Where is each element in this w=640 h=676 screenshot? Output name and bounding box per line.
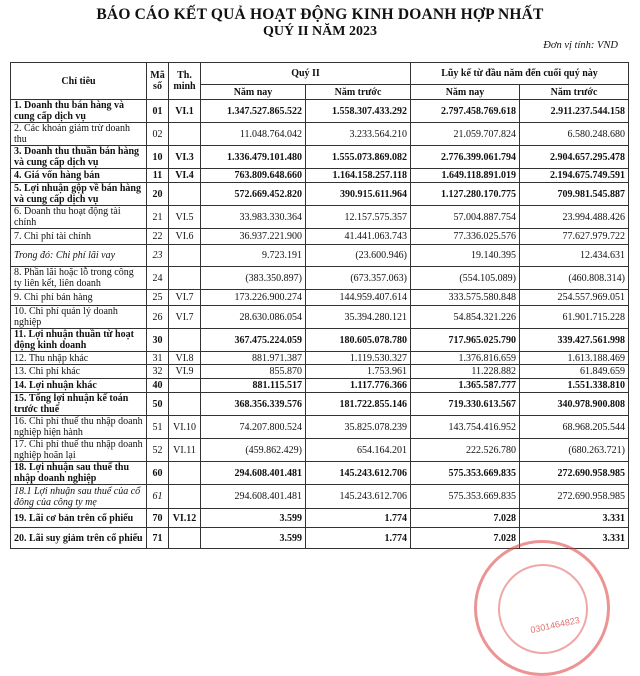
- row-ytd-current: 222.526.780: [411, 439, 520, 462]
- row-quarter-current: 572.669.452.820: [201, 183, 306, 206]
- row-quarter-previous: 1.164.158.257.118: [306, 169, 411, 183]
- row-ytd-current: 21.059.707.824: [411, 123, 520, 146]
- row-label: 17. Chi phí thuế thu nhập doanh nghiệp hoãn lại: [11, 439, 147, 462]
- row-ytd-current: 575.353.669.835: [411, 462, 520, 485]
- row-quarter-previous: 654.164.201: [306, 439, 411, 462]
- row-label: 8. Phần lãi hoặc lỗ trong công ty liên kết, liên doanh: [11, 267, 147, 290]
- row-code: 50: [147, 393, 169, 416]
- row-code: 71: [147, 528, 169, 549]
- row-note: VI.7: [169, 290, 201, 306]
- row-ytd-previous: 272.690.958.985: [520, 485, 629, 509]
- row-label: 7. Chi phí tài chính: [11, 229, 147, 245]
- table-body: [11, 100, 629, 549]
- row-quarter-previous: 181.722.855.146: [306, 393, 411, 416]
- row-note: [169, 462, 201, 485]
- row-ytd-previous: 1.613.188.469: [520, 352, 629, 365]
- row-ytd-previous: (680.263.721): [520, 439, 629, 462]
- row-quarter-current: 881.971.387: [201, 352, 306, 365]
- row-note: VI.6: [169, 229, 201, 245]
- row-ytd-current: 54.854.321.226: [411, 306, 520, 329]
- row-label: 14. Lợi nhuận khác: [11, 379, 147, 393]
- table-row: [11, 439, 629, 462]
- row-label: 13. Chi phí khác: [11, 365, 147, 379]
- row-code: 26: [147, 306, 169, 329]
- row-quarter-current: 294.608.401.481: [201, 485, 306, 509]
- row-quarter-previous: 145.243.612.706: [306, 485, 411, 509]
- row-ytd-current: 7.028: [411, 528, 520, 549]
- row-label: 2. Các khoản giảm trừ doanh thu: [11, 123, 147, 146]
- row-quarter-previous: 1.119.530.327: [306, 352, 411, 365]
- table-row: [11, 229, 629, 245]
- header-ma-so: Mã số: [147, 63, 169, 100]
- row-note: [169, 183, 201, 206]
- row-ytd-current: 1.376.816.659: [411, 352, 520, 365]
- row-ytd-current: 7.028: [411, 509, 520, 528]
- table-row: [11, 123, 629, 146]
- row-quarter-previous: 390.915.611.964: [306, 183, 411, 206]
- row-label: 10. Chi phí quản lý doanh nghiệp: [11, 306, 147, 329]
- row-label: 11. Lợi nhuận thuần từ hoạt động kinh doanh: [11, 329, 147, 352]
- row-note: [169, 393, 201, 416]
- header-chi-tieu: Chỉ tiêu: [11, 63, 147, 100]
- row-quarter-current: 173.226.900.274: [201, 290, 306, 306]
- row-quarter-previous: 1.117.776.366: [306, 379, 411, 393]
- report-subtitle: QUÝ II NĂM 2023: [263, 24, 377, 39]
- row-code: 20: [147, 183, 169, 206]
- row-quarter-previous: 41.441.063.743: [306, 229, 411, 245]
- row-quarter-current: 11.048.764.042: [201, 123, 306, 146]
- row-code: 31: [147, 352, 169, 365]
- row-label: 20. Lãi suy giảm trên cổ phiếu: [11, 528, 147, 549]
- row-note: [169, 329, 201, 352]
- row-ytd-previous: 2.911.237.544.158: [520, 100, 629, 123]
- table-row: [11, 183, 629, 206]
- row-quarter-previous: 3.233.564.210: [306, 123, 411, 146]
- row-label: Trong đó: Chi phí lãi vay: [11, 245, 147, 267]
- table-row: [11, 245, 629, 267]
- row-quarter-current: 294.608.401.481: [201, 462, 306, 485]
- table-row: [11, 352, 629, 365]
- row-quarter-current: (383.350.897): [201, 267, 306, 290]
- row-label: 4. Giá vốn hàng bán: [11, 169, 147, 183]
- table-row: [11, 379, 629, 393]
- row-quarter-previous: 1.774: [306, 509, 411, 528]
- row-ytd-previous: 12.434.631: [520, 245, 629, 267]
- row-quarter-previous: 144.959.407.614: [306, 290, 411, 306]
- row-ytd-previous: 2.904.657.295.478: [520, 146, 629, 169]
- row-quarter-previous: 1.774: [306, 528, 411, 549]
- row-code: 32: [147, 365, 169, 379]
- company-seal-text: 0301464823: [529, 614, 581, 636]
- row-ytd-current: 719.330.613.567: [411, 393, 520, 416]
- currency-unit: Đơn vị tính: VND: [543, 40, 618, 51]
- row-label: 6. Doanh thu hoạt động tài chính: [11, 206, 147, 229]
- row-code: 61: [147, 485, 169, 509]
- row-ytd-current: 575.353.669.835: [411, 485, 520, 509]
- header-quy-nam-nay: Năm nay: [201, 85, 306, 100]
- table-row: [11, 416, 629, 439]
- row-note: VI.5: [169, 206, 201, 229]
- report-title: BÁO CÁO KẾT QUẢ HOẠT ĐỘNG KINH DOANH HỢP NHẤT: [96, 6, 544, 23]
- company-seal-inner: [498, 564, 588, 654]
- row-quarter-current: 3.599: [201, 509, 306, 528]
- row-code: 51: [147, 416, 169, 439]
- table-row: [11, 329, 629, 352]
- table-row: [11, 169, 629, 183]
- row-ytd-current: 717.965.025.790: [411, 329, 520, 352]
- row-note: [169, 123, 201, 146]
- row-ytd-previous: 3.331: [520, 528, 629, 549]
- row-note: [169, 267, 201, 290]
- row-note: VI.8: [169, 352, 201, 365]
- row-quarter-previous: (673.357.063): [306, 267, 411, 290]
- row-code: 25: [147, 290, 169, 306]
- row-note: [169, 485, 201, 509]
- table-row: [11, 100, 629, 123]
- row-quarter-previous: 1.558.307.433.292: [306, 100, 411, 123]
- row-label: 19. Lãi cơ bản trên cổ phiếu: [11, 509, 147, 528]
- row-quarter-current: 28.630.086.054: [201, 306, 306, 329]
- row-note: VI.10: [169, 416, 201, 439]
- row-quarter-current: 36.937.221.900: [201, 229, 306, 245]
- row-code: 21: [147, 206, 169, 229]
- row-ytd-previous: 61.901.715.228: [520, 306, 629, 329]
- row-code: 11: [147, 169, 169, 183]
- row-code: 52: [147, 439, 169, 462]
- row-ytd-previous: 254.557.969.051: [520, 290, 629, 306]
- income-statement-table: [10, 62, 629, 549]
- table-row: [11, 462, 629, 485]
- row-label: 9. Chi phí bán hàng: [11, 290, 147, 306]
- row-quarter-current: 9.723.191: [201, 245, 306, 267]
- row-ytd-previous: 61.849.659: [520, 365, 629, 379]
- row-ytd-previous: 709.981.545.887: [520, 183, 629, 206]
- row-ytd-current: 333.575.580.848: [411, 290, 520, 306]
- row-ytd-current: 2.776.399.061.794: [411, 146, 520, 169]
- header-thuyet-minh: Th. minh: [169, 63, 201, 100]
- table-row: [11, 306, 629, 329]
- table-row: [11, 365, 629, 379]
- row-code: 70: [147, 509, 169, 528]
- row-quarter-previous: (23.600.946): [306, 245, 411, 267]
- row-ytd-current: 1.365.587.777: [411, 379, 520, 393]
- table-row: [11, 267, 629, 290]
- row-code: 02: [147, 123, 169, 146]
- row-code: 60: [147, 462, 169, 485]
- row-quarter-current: 855.870: [201, 365, 306, 379]
- row-quarter-previous: 145.243.612.706: [306, 462, 411, 485]
- row-label: 1. Doanh thu bán hàng và cung cấp dịch vụ: [11, 100, 147, 123]
- row-ytd-current: 77.336.025.576: [411, 229, 520, 245]
- row-quarter-current: 3.599: [201, 528, 306, 549]
- row-ytd-previous: 3.331: [520, 509, 629, 528]
- row-quarter-previous: 180.605.078.780: [306, 329, 411, 352]
- row-code: 24: [147, 267, 169, 290]
- row-note: VI.4: [169, 169, 201, 183]
- header-luy-ke: Lũy kế từ đầu năm đến cuối quý này: [411, 63, 629, 85]
- row-note: VI.12: [169, 509, 201, 528]
- row-label: 18. Lợi nhuận sau thuế thu nhập doanh nghiệp: [11, 462, 147, 485]
- row-ytd-previous: 6.580.248.680: [520, 123, 629, 146]
- row-ytd-previous: 2.194.675.749.591: [520, 169, 629, 183]
- row-quarter-previous: 35.825.078.239: [306, 416, 411, 439]
- row-quarter-current: 33.983.330.364: [201, 206, 306, 229]
- row-ytd-previous: 1.551.338.810: [520, 379, 629, 393]
- row-ytd-current: 143.754.416.952: [411, 416, 520, 439]
- row-note: VI.11: [169, 439, 201, 462]
- row-ytd-current: 2.797.458.769.618: [411, 100, 520, 123]
- row-ytd-previous: 77.627.979.722: [520, 229, 629, 245]
- row-quarter-current: 74.207.800.524: [201, 416, 306, 439]
- row-ytd-current: 1.649.118.891.019: [411, 169, 520, 183]
- row-label: 5. Lợi nhuận gộp về bán hàng và cung cấp dịch vụ: [11, 183, 147, 206]
- row-label: 18.1 Lợi nhuận sau thuế của cổ đông của công ty mẹ: [11, 485, 147, 509]
- table-row: [11, 509, 629, 528]
- row-quarter-current: 1.347.527.865.522: [201, 100, 306, 123]
- table-row: [11, 206, 629, 229]
- table-row: [11, 290, 629, 306]
- row-quarter-previous: 12.157.575.357: [306, 206, 411, 229]
- row-quarter-previous: 1.753.961: [306, 365, 411, 379]
- row-code: 10: [147, 146, 169, 169]
- header-luy-ke-nam-truoc: Năm trước: [520, 85, 629, 100]
- row-code: 40: [147, 379, 169, 393]
- row-ytd-current: 11.228.882: [411, 365, 520, 379]
- row-note: VI.9: [169, 365, 201, 379]
- row-ytd-current: (554.105.089): [411, 267, 520, 290]
- row-label: 15. Tổng lợi nhuận kế toán trước thuế: [11, 393, 147, 416]
- row-ytd-previous: 272.690.958.985: [520, 462, 629, 485]
- row-code: 30: [147, 329, 169, 352]
- row-code: 23: [147, 245, 169, 267]
- row-label: 12. Thu nhập khác: [11, 352, 147, 365]
- row-ytd-current: 19.140.395: [411, 245, 520, 267]
- row-ytd-previous: 23.994.488.426: [520, 206, 629, 229]
- row-label: 3. Doanh thu thuần bán hàng và cung cấp dịch vụ: [11, 146, 147, 169]
- row-code: 22: [147, 229, 169, 245]
- header-quy: Quý II: [201, 63, 411, 85]
- row-code: 01: [147, 100, 169, 123]
- row-ytd-previous: 339.427.561.998: [520, 329, 629, 352]
- row-quarter-current: 1.336.479.101.480: [201, 146, 306, 169]
- row-ytd-current: 1.127.280.170.775: [411, 183, 520, 206]
- header-luy-ke-nam-nay: Năm nay: [411, 85, 520, 100]
- row-quarter-current: 367.475.224.059: [201, 329, 306, 352]
- row-ytd-previous: (460.808.314): [520, 267, 629, 290]
- row-note: VI.1: [169, 100, 201, 123]
- row-note: [169, 245, 201, 267]
- row-label: 16. Chi phí thuế thu nhập doanh nghiệp hiện hành: [11, 416, 147, 439]
- table-row: [11, 393, 629, 416]
- row-quarter-previous: 35.394.280.121: [306, 306, 411, 329]
- row-ytd-previous: 68.968.205.544: [520, 416, 629, 439]
- row-quarter-current: 763.809.648.660: [201, 169, 306, 183]
- row-quarter-previous: 1.555.073.869.082: [306, 146, 411, 169]
- row-note: VI.7: [169, 306, 201, 329]
- table-row: [11, 146, 629, 169]
- row-ytd-previous: 340.978.900.808: [520, 393, 629, 416]
- row-note: [169, 528, 201, 549]
- header-quy-nam-truoc: Năm trước: [306, 85, 411, 100]
- row-note: VI.3: [169, 146, 201, 169]
- row-note: [169, 379, 201, 393]
- table-row: [11, 485, 629, 509]
- row-ytd-current: 57.004.887.754: [411, 206, 520, 229]
- row-quarter-current: 368.356.339.576: [201, 393, 306, 416]
- row-quarter-current: 881.115.517: [201, 379, 306, 393]
- row-quarter-current: (459.862.429): [201, 439, 306, 462]
